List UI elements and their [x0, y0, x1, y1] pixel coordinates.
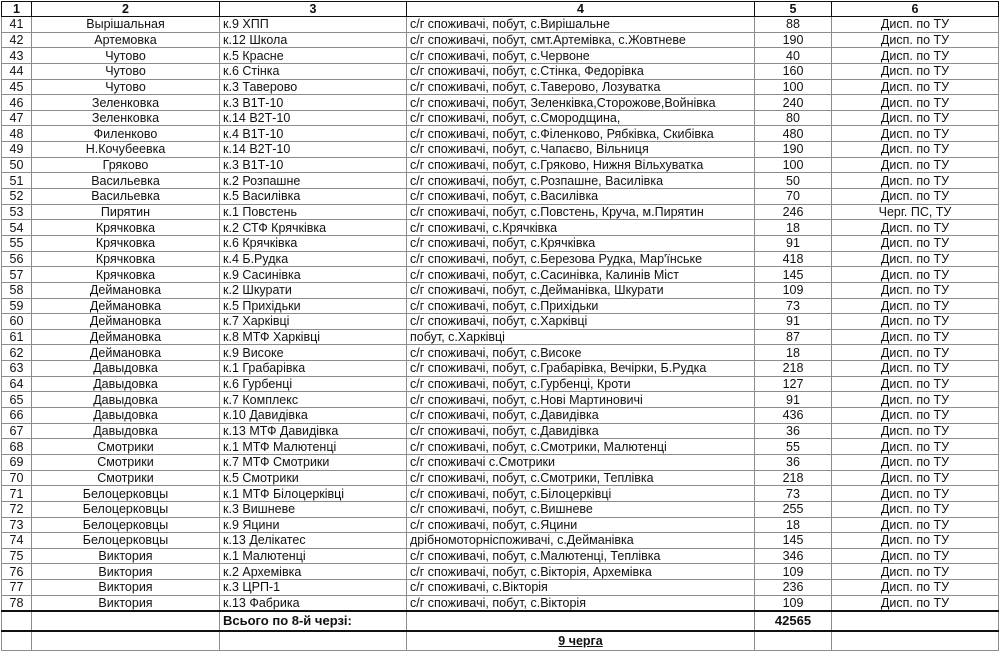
row-number: 43 — [2, 48, 32, 64]
row-number: 63 — [2, 361, 32, 377]
control-note: Дисп. по ТУ — [832, 423, 999, 439]
row-number: 41 — [2, 17, 32, 33]
next-section-label: 9 черга — [558, 634, 603, 649]
consumers-description: с/г споживачі, побут, с.Яцини — [407, 517, 755, 533]
row-number: 78 — [2, 595, 32, 611]
substation-name: Зеленковка — [32, 110, 220, 126]
table-row — [2, 251, 999, 267]
load-value: 236 — [755, 580, 832, 596]
row-number: 67 — [2, 423, 32, 439]
substation-name: Пирятин — [32, 204, 220, 220]
consumers-description: с/г споживачі, с.Вікторія — [407, 580, 755, 596]
control-note: Дисп. по ТУ — [832, 63, 999, 79]
header-col-4: 4 — [407, 2, 755, 17]
load-value: 36 — [755, 423, 832, 439]
consumers-description: с/г споживачі, побут, с.Харківці — [407, 314, 755, 330]
table-row — [2, 126, 999, 142]
consumers-description: с/г споживачі, побут, с.Прихідьки — [407, 298, 755, 314]
feeder-name: к.3 В1Т-10 — [220, 95, 407, 111]
row-number: 70 — [2, 470, 32, 486]
feeder-name: к.6 Крячківка — [220, 235, 407, 251]
consumers-description: с/г споживачі, побут, с.Смотрики, Малютенці — [407, 439, 755, 455]
load-value: 18 — [755, 517, 832, 533]
consumers-description: с/г споживачі, побут, с.Високе — [407, 345, 755, 361]
feeder-name: к.5 Прихідьки — [220, 298, 407, 314]
control-note: Черг. ПС, ТУ — [832, 204, 999, 220]
table-row — [2, 204, 999, 220]
substation-name: Давыдовка — [32, 376, 220, 392]
feeder-name: к.2 Архемівка — [220, 564, 407, 580]
consumers-description: с/г споживачі, побут, с.Чапаєво, Вільниця — [407, 142, 755, 158]
feeder-name: к.13 Фабрика — [220, 595, 407, 611]
substation-name: Васильевка — [32, 173, 220, 189]
consumers-description: с/г споживачі, с.Крячківка — [407, 220, 755, 236]
table-row — [2, 470, 999, 486]
control-note: Дисп. по ТУ — [832, 267, 999, 283]
substation-name: Давыдовка — [32, 392, 220, 408]
consumers-description: с/г споживачі, побут, с.Смотрики, Теплівка — [407, 470, 755, 486]
consumers-description: с/г споживачі, побут, с.Стінка, Федорівка — [407, 63, 755, 79]
table-row — [2, 501, 999, 517]
feeder-name: к.6 Гурбенці — [220, 376, 407, 392]
row-number: 44 — [2, 63, 32, 79]
consumers-description: с/г споживачі, побут, с.Березова Рудка, Мар'їнське — [407, 251, 755, 267]
load-value: 436 — [755, 408, 832, 424]
consumers-description: с/г споживачі, побут, с.Вирішальне — [407, 17, 755, 33]
feeder-name: к.12 Школа — [220, 32, 407, 48]
load-value: 218 — [755, 361, 832, 377]
consumers-description: с/г споживачі, побут, с.Сасинівка, Калинів Міст — [407, 267, 755, 283]
control-note: Дисп. по ТУ — [832, 408, 999, 424]
consumers-description: с/г споживачі, побут, с.Червоне — [407, 48, 755, 64]
load-value: 87 — [755, 329, 832, 345]
control-note: Дисп. по ТУ — [832, 361, 999, 377]
load-value: 100 — [755, 157, 832, 173]
substation-name: Смотрики — [32, 470, 220, 486]
substation-name: Зеленковка — [32, 95, 220, 111]
substation-name: Крячковка — [32, 235, 220, 251]
next-empty-5 — [755, 631, 832, 651]
control-note: Дисп. по ТУ — [832, 595, 999, 611]
substation-name: Виктория — [32, 580, 220, 596]
load-value: 480 — [755, 126, 832, 142]
control-note: Дисп. по ТУ — [832, 329, 999, 345]
row-number: 48 — [2, 126, 32, 142]
row-number: 77 — [2, 580, 32, 596]
table-row — [2, 267, 999, 283]
header-row — [2, 2, 999, 17]
row-number: 52 — [2, 189, 32, 205]
consumers-description: побут, с.Харківці — [407, 329, 755, 345]
load-value: 240 — [755, 95, 832, 111]
feeder-name: к.14 В2Т-10 — [220, 142, 407, 158]
consumers-description: с/г споживачі, побут, с.Дейманівка, Шкурати — [407, 282, 755, 298]
table-row — [2, 595, 999, 611]
feeder-name: к.7 Комплекс — [220, 392, 407, 408]
row-number: 54 — [2, 220, 32, 236]
control-note: Дисп. по ТУ — [832, 95, 999, 111]
row-number: 57 — [2, 267, 32, 283]
table-row — [2, 142, 999, 158]
header-col-6: 6 — [832, 2, 999, 17]
header-col-5: 5 — [755, 2, 832, 17]
feeder-name: к.1 Грабарівка — [220, 361, 407, 377]
control-note: Дисп. по ТУ — [832, 173, 999, 189]
row-number: 74 — [2, 533, 32, 549]
control-note: Дисп. по ТУ — [832, 220, 999, 236]
table-row — [2, 548, 999, 564]
consumers-description: с/г споживачі, побут, с.Нові Мартиновичі — [407, 392, 755, 408]
table-row — [2, 110, 999, 126]
control-note: Дисп. по ТУ — [832, 298, 999, 314]
feeder-name: к.3 В1Т-10 — [220, 157, 407, 173]
table-row — [2, 157, 999, 173]
load-value: 73 — [755, 298, 832, 314]
table-row — [2, 376, 999, 392]
control-note: Дисп. по ТУ — [832, 126, 999, 142]
feeder-name: к.1 МТФ Малютенці — [220, 439, 407, 455]
row-number: 62 — [2, 345, 32, 361]
consumers-description: с/г споживачі, побут, с.Крячківка — [407, 235, 755, 251]
control-note: Дисп. по ТУ — [832, 470, 999, 486]
control-note: Дисп. по ТУ — [832, 345, 999, 361]
feeder-name: к.9 Яцини — [220, 517, 407, 533]
control-note: Дисп. по ТУ — [832, 110, 999, 126]
load-value: 50 — [755, 173, 832, 189]
table-row — [2, 17, 999, 33]
load-value: 91 — [755, 392, 832, 408]
consumers-description: с/г споживачі, побут, с.Таверово, Лозуватка — [407, 79, 755, 95]
feeder-name: к.6 Стінка — [220, 63, 407, 79]
row-number: 73 — [2, 517, 32, 533]
load-value: 88 — [755, 17, 832, 33]
table-row — [2, 298, 999, 314]
table-row — [2, 486, 999, 502]
feeder-name: к.7 МТФ Смотрики — [220, 454, 407, 470]
next-section-row — [2, 631, 999, 651]
table-row — [2, 173, 999, 189]
load-value: 55 — [755, 439, 832, 455]
load-value: 127 — [755, 376, 832, 392]
load-value: 218 — [755, 470, 832, 486]
table-row — [2, 48, 999, 64]
row-number: 50 — [2, 157, 32, 173]
control-note: Дисп. по ТУ — [832, 501, 999, 517]
table-row — [2, 392, 999, 408]
next-empty-2 — [32, 631, 220, 651]
feeder-name: к.9 Сасинівка — [220, 267, 407, 283]
row-number: 68 — [2, 439, 32, 455]
substation-name: Деймановка — [32, 314, 220, 330]
load-value: 418 — [755, 251, 832, 267]
total-label: Всього по 8-й черзі: — [220, 611, 407, 631]
table-row — [2, 95, 999, 111]
next-empty-6 — [832, 631, 999, 651]
consumers-description: с/г споживачі, побут, с.Малютенці, Теплівка — [407, 548, 755, 564]
consumers-description: с/г споживачі, побут, с.Розпашне, Василівка — [407, 173, 755, 189]
substation-name: Деймановка — [32, 329, 220, 345]
total-empty-2 — [32, 611, 220, 631]
row-number: 65 — [2, 392, 32, 408]
table-row — [2, 361, 999, 377]
load-value: 160 — [755, 63, 832, 79]
load-value: 18 — [755, 220, 832, 236]
total-row — [2, 611, 999, 631]
table-row — [2, 32, 999, 48]
feeder-name: к.10 Давидівка — [220, 408, 407, 424]
table-row — [2, 282, 999, 298]
substation-name: Виктория — [32, 595, 220, 611]
substation-name: Белоцерковцы — [32, 486, 220, 502]
table-row — [2, 63, 999, 79]
feeder-name: к.2 Шкурати — [220, 282, 407, 298]
table-row — [2, 314, 999, 330]
consumers-description: с/г споживачі, побут, смт.Артемівка, с.Жовтневе — [407, 32, 755, 48]
consumers-description: с/г споживачі с.Смотрики — [407, 454, 755, 470]
consumers-description: с/г споживачі, побут, с.Вишневе — [407, 501, 755, 517]
control-note: Дисп. по ТУ — [832, 533, 999, 549]
consumers-description: с/г споживачі, побут, с.Повстень, Круча, м.Пирятин — [407, 204, 755, 220]
feeder-name: к.5 Смотрики — [220, 470, 407, 486]
load-value: 109 — [755, 595, 832, 611]
control-note: Дисп. по ТУ — [832, 486, 999, 502]
control-note: Дисп. по ТУ — [832, 454, 999, 470]
load-value: 73 — [755, 486, 832, 502]
consumers-description: с/г споживачі, побут, Зеленківка,Сторожове,Войнівка — [407, 95, 755, 111]
table-row — [2, 79, 999, 95]
substation-name: Артемовка — [32, 32, 220, 48]
consumers-description: с/г споживачі, побут, с.Філенково, Рябківка, Скибівка — [407, 126, 755, 142]
consumers-description: с/г споживачі, побут, с.Давидівка — [407, 408, 755, 424]
load-value: 36 — [755, 454, 832, 470]
control-note: Дисп. по ТУ — [832, 189, 999, 205]
control-note: Дисп. по ТУ — [832, 439, 999, 455]
substation-name: Н.Кочубеевка — [32, 142, 220, 158]
substation-name: Деймановка — [32, 282, 220, 298]
row-number: 69 — [2, 454, 32, 470]
consumers-description: с/г споживачі, побут, с.Гурбенці, Кроти — [407, 376, 755, 392]
feeder-name: к.7 Харківці — [220, 314, 407, 330]
header-col-2: 2 — [32, 2, 220, 17]
feeder-name: к.1 Повстень — [220, 204, 407, 220]
control-note: Дисп. по ТУ — [832, 79, 999, 95]
control-note: Дисп. по ТУ — [832, 314, 999, 330]
substation-name: Виктория — [32, 564, 220, 580]
substation-name: Давыдовка — [32, 361, 220, 377]
substation-name: Чутово — [32, 63, 220, 79]
total-empty-6 — [832, 611, 999, 631]
row-number: 61 — [2, 329, 32, 345]
consumers-description: с/г споживачі, побут, с.Смородщина, — [407, 110, 755, 126]
row-number: 42 — [2, 32, 32, 48]
substation-name: Смотрики — [32, 439, 220, 455]
consumers-description: с/г споживачі, побут, с.Вікторія — [407, 595, 755, 611]
control-note: Дисп. по ТУ — [832, 157, 999, 173]
substation-name: Гряково — [32, 157, 220, 173]
row-number: 45 — [2, 79, 32, 95]
control-note: Дисп. по ТУ — [832, 251, 999, 267]
table-body — [2, 17, 999, 612]
table-row — [2, 439, 999, 455]
next-section-title — [407, 631, 755, 651]
feeder-name: к.4 Б.Рудка — [220, 251, 407, 267]
feeder-name: к.1 МТФ Білоцерківці — [220, 486, 407, 502]
load-value: 109 — [755, 282, 832, 298]
feeder-name: к.9 Високе — [220, 345, 407, 361]
load-value: 145 — [755, 533, 832, 549]
load-value: 70 — [755, 189, 832, 205]
next-empty-1 — [2, 631, 32, 651]
row-number: 75 — [2, 548, 32, 564]
row-number: 64 — [2, 376, 32, 392]
substation-name: Крячковка — [32, 251, 220, 267]
feeder-name: к.2 Розпашне — [220, 173, 407, 189]
substation-name: Чутово — [32, 79, 220, 95]
table-row — [2, 189, 999, 205]
row-number: 55 — [2, 235, 32, 251]
control-note: Дисп. по ТУ — [832, 580, 999, 596]
load-value: 18 — [755, 345, 832, 361]
total-empty-4 — [407, 611, 755, 631]
header-col-3: 3 — [220, 2, 407, 17]
feeder-name: к.9 ХПП — [220, 17, 407, 33]
row-number: 53 — [2, 204, 32, 220]
feeder-name: к.8 МТФ Харківці — [220, 329, 407, 345]
load-value: 91 — [755, 235, 832, 251]
feeder-name: к.5 Василівка — [220, 189, 407, 205]
consumers-description: с/г споживачі, побут, с.Грабарівка, Вечірки, Б.Рудка — [407, 361, 755, 377]
consumers-description: с/г споживачі, побут, с.Василівка — [407, 189, 755, 205]
row-number: 46 — [2, 95, 32, 111]
row-number: 71 — [2, 486, 32, 502]
load-value: 109 — [755, 564, 832, 580]
load-value: 40 — [755, 48, 832, 64]
load-value: 190 — [755, 142, 832, 158]
table-row — [2, 517, 999, 533]
control-note: Дисп. по ТУ — [832, 17, 999, 33]
row-number: 58 — [2, 282, 32, 298]
substation-name: Деймановка — [32, 298, 220, 314]
consumers-description: с/г споживачі, побут, с.Гряково, Нижня Вільхуватка — [407, 157, 755, 173]
feeder-name: к.5 Красне — [220, 48, 407, 64]
row-number: 56 — [2, 251, 32, 267]
consumers-description: дрібномоторніспоживачі, с.Дейманівка — [407, 533, 755, 549]
feeder-name: к.13 МТФ Давидівка — [220, 423, 407, 439]
feeder-name: к.3 Вишневе — [220, 501, 407, 517]
row-number: 59 — [2, 298, 32, 314]
load-value: 100 — [755, 79, 832, 95]
table-row — [2, 533, 999, 549]
feeder-name: к.13 Делікатес — [220, 533, 407, 549]
table-row — [2, 235, 999, 251]
table-row — [2, 454, 999, 470]
table-row — [2, 220, 999, 236]
substation-name: Давыдовка — [32, 408, 220, 424]
load-value: 190 — [755, 32, 832, 48]
feeder-name: к.3 ЦРП-1 — [220, 580, 407, 596]
load-value: 145 — [755, 267, 832, 283]
table-row — [2, 423, 999, 439]
substation-name: Белоцерковцы — [32, 517, 220, 533]
substation-name: Крячковка — [32, 267, 220, 283]
table-row — [2, 345, 999, 361]
control-note: Дисп. по ТУ — [832, 142, 999, 158]
table-row — [2, 580, 999, 596]
control-note: Дисп. по ТУ — [832, 235, 999, 251]
row-number: 51 — [2, 173, 32, 189]
substation-name: Белоцерковцы — [32, 501, 220, 517]
load-value: 91 — [755, 314, 832, 330]
substation-name: Вырішальная — [32, 17, 220, 33]
control-note: Дисп. по ТУ — [832, 517, 999, 533]
substation-name: Белоцерковцы — [32, 533, 220, 549]
substation-name: Смотрики — [32, 454, 220, 470]
feeder-name: к.2 СТФ Крячківка — [220, 220, 407, 236]
consumers-description: с/г споживачі, побут, с.Білоцерківці — [407, 486, 755, 502]
control-note: Дисп. по ТУ — [832, 376, 999, 392]
row-number: 49 — [2, 142, 32, 158]
feeder-name: к.14 В2Т-10 — [220, 110, 407, 126]
load-schedule-table — [1, 1, 999, 651]
row-number: 47 — [2, 110, 32, 126]
control-note: Дисп. по ТУ — [832, 32, 999, 48]
feeder-name: к.1 Малютенці — [220, 548, 407, 564]
feeder-name: к.3 Таверово — [220, 79, 407, 95]
load-value: 255 — [755, 501, 832, 517]
row-number: 60 — [2, 314, 32, 330]
substation-name: Чутово — [32, 48, 220, 64]
control-note: Дисп. по ТУ — [832, 48, 999, 64]
substation-name: Давыдовка — [32, 423, 220, 439]
substation-name: Васильевка — [32, 189, 220, 205]
row-number: 76 — [2, 564, 32, 580]
substation-name: Филенково — [32, 126, 220, 142]
table-row — [2, 564, 999, 580]
control-note: Дисп. по ТУ — [832, 392, 999, 408]
substation-name: Крячковка — [32, 220, 220, 236]
feeder-name: к.4 В1Т-10 — [220, 126, 407, 142]
consumers-description: с/г споживачі, побут, с.Давидівка — [407, 423, 755, 439]
table-row — [2, 408, 999, 424]
load-value: 346 — [755, 548, 832, 564]
row-number: 72 — [2, 501, 32, 517]
header-col-1: 1 — [2, 2, 32, 17]
consumers-description: с/г споживачі, побут, с.Вікторія, Архемівка — [407, 564, 755, 580]
load-value: 80 — [755, 110, 832, 126]
substation-name: Виктория — [32, 548, 220, 564]
row-number: 66 — [2, 408, 32, 424]
substation-name: Деймановка — [32, 345, 220, 361]
load-value: 246 — [755, 204, 832, 220]
table-row — [2, 329, 999, 345]
total-empty-1 — [2, 611, 32, 631]
control-note: Дисп. по ТУ — [832, 564, 999, 580]
total-value: 42565 — [755, 611, 832, 631]
control-note: Дисп. по ТУ — [832, 282, 999, 298]
next-empty-3 — [220, 631, 407, 651]
control-note: Дисп. по ТУ — [832, 548, 999, 564]
